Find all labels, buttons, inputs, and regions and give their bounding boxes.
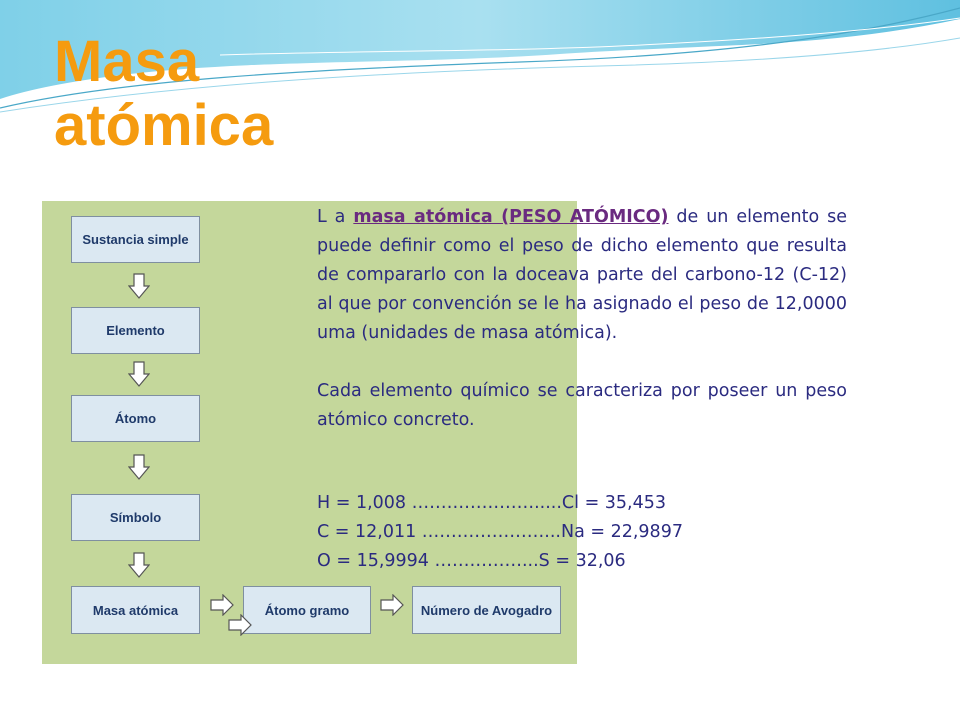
box-sustancia-simple: Sustancia simple [71,216,200,263]
box-simbolo: Símbolo [71,494,200,541]
box-elemento: Elemento [71,307,200,354]
arrow-down-icon [128,552,150,578]
paragraph-start: L a [317,207,354,227]
value-row: H = 1,008 ………………….....Cl = 35,453 [317,493,667,513]
paragraph-rest: de un elemento se puede definir como el peso de dicho elemento que resulta de compararlo con la doceava parte del carbono-12 (C-12) al que por convención se le ha asignado el peso de 12,0000 uma (unidades de masa atómica). [317,207,847,343]
box-masa-atomica: Masa atómica [71,586,200,634]
arrow-down-icon [128,273,150,299]
atomic-values-list [317,489,683,576]
keyword-masa-atomica: masa atómica (PESO ATÓMICO) [353,207,669,227]
value-row: C = 12,011 …………………...Na = 22,9897 [317,522,683,542]
value-row: O = 15,9994 ……………...S = 32,06 [317,551,626,571]
box-numero-avogadro: Número de Avogadro [412,586,561,634]
arrow-down-icon [128,454,150,480]
arrow-right-icon [210,594,234,616]
definition-paragraph [317,203,847,348]
arrow-down-icon [128,361,150,387]
arrow-right-icon [228,614,252,636]
box-atomo-gramo: Átomo gramo [243,586,371,634]
characteristic-paragraph: Cada elemento químico se caracteriza por poseer un peso atómico concreto. [317,381,847,430]
title-line-1: Masa [54,29,200,94]
arrow-right-icon [380,594,404,616]
title-line-2: atómica [54,93,274,158]
box-atomo: Átomo [71,395,200,442]
page-title [54,30,273,158]
definition-text [317,203,847,435]
